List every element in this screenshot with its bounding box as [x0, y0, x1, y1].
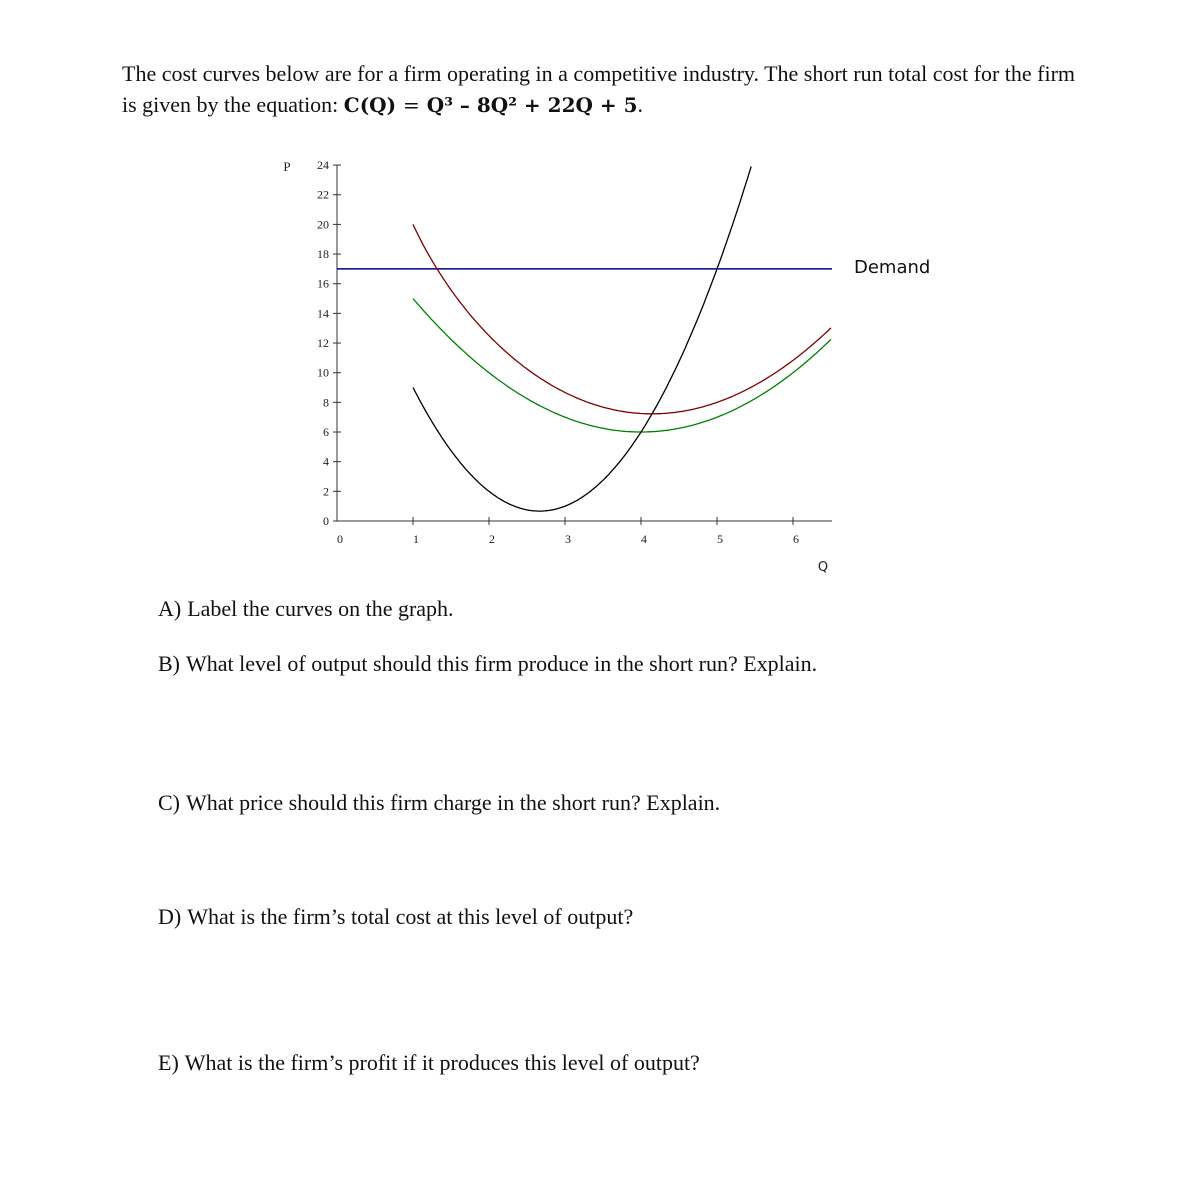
- question-d: [158, 903, 633, 931]
- y-tick-label: 0: [323, 514, 329, 528]
- question-e-text: What is the firm’s profit if it produces this level of output?: [184, 1050, 700, 1075]
- y-tick-label: 22: [317, 187, 329, 202]
- question-c-text: What price should this firm charge in the short run? Explain.: [186, 790, 721, 815]
- question-c: [158, 789, 720, 817]
- atc-curve: [413, 224, 831, 413]
- y-tick-label: 24: [317, 158, 329, 173]
- y-tick-label: 14: [317, 306, 329, 321]
- y-tick-label: 16: [317, 276, 329, 291]
- demand-label: Demand: [854, 256, 931, 278]
- y-tick-label: 20: [317, 217, 329, 232]
- equation-lhs: C(Q): [343, 93, 397, 117]
- x-tick-label: 0: [337, 532, 343, 546]
- question-d-text: What is the firm’s total cost at this level of output?: [187, 904, 634, 929]
- x-tick-label: 6: [793, 532, 799, 546]
- x-tick-label: 2: [489, 532, 495, 546]
- question-a-text: Label the curves on the graph.: [187, 596, 454, 621]
- intro-text: The cost curves below are for a firm operating in a competitive industry. The short run total cost for the firm is given by the equation:: [122, 61, 1076, 117]
- equation-rhs: Q³ – 8Q² + 22Q + 5: [426, 93, 638, 117]
- question-e-letter: E): [158, 1050, 179, 1075]
- x-tick-label: 3: [565, 532, 571, 546]
- question-d-letter: D): [158, 904, 182, 929]
- x-tick-label: 1: [413, 532, 419, 546]
- y-tick-label: 8: [323, 395, 329, 410]
- y-tick-label: 2: [323, 484, 329, 499]
- x-tick-label: 4: [641, 532, 647, 546]
- mc-curve: [413, 167, 751, 512]
- equation-period: .: [637, 92, 644, 117]
- avc-curve: [413, 299, 831, 432]
- question-b-text: What level of output should this firm produce in the short run? Explain.: [186, 651, 818, 676]
- question-a-letter: A): [158, 596, 182, 621]
- y-axis-title: P: [283, 159, 291, 174]
- equation-equals: =: [403, 93, 420, 117]
- y-tick-label: 6: [323, 425, 329, 440]
- question-b-letter: B): [158, 651, 180, 676]
- y-tick-label: 10: [317, 365, 329, 380]
- question-c-letter: C): [158, 790, 180, 815]
- cost-equation: [344, 93, 638, 117]
- x-axis-title: Q: [817, 560, 829, 575]
- question-e: [158, 1049, 700, 1077]
- y-tick-label: 12: [317, 336, 329, 351]
- x-tick-label: 5: [717, 532, 723, 546]
- question-a: [158, 595, 454, 623]
- y-tick-label: 18: [317, 247, 329, 262]
- question-b: [158, 650, 817, 678]
- intro-paragraph: [122, 58, 1082, 121]
- cost-curves-chart: [270, 150, 950, 590]
- y-tick-label: 4: [323, 454, 329, 469]
